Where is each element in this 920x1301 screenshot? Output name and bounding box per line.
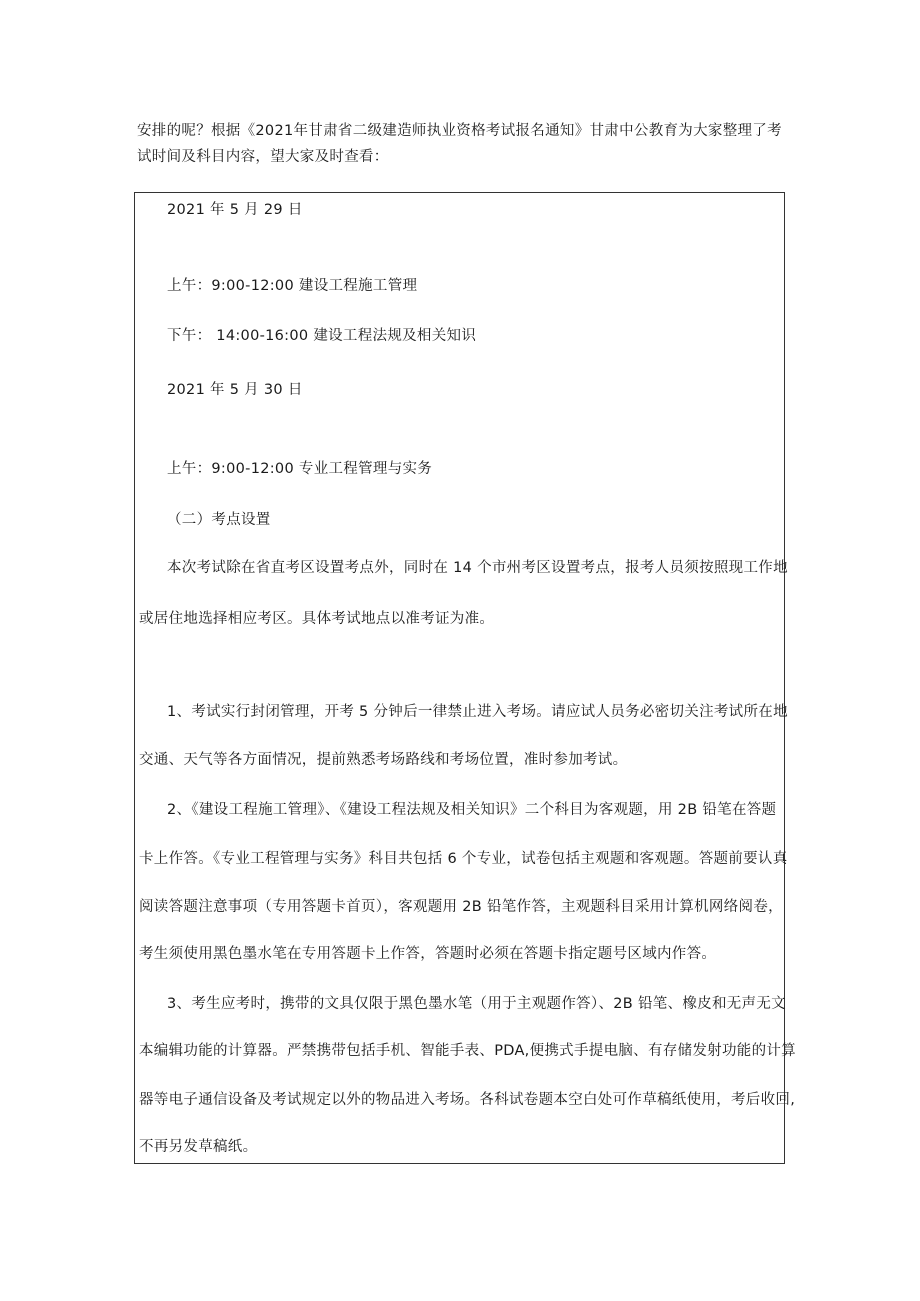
exam-sites-paragraph-line1: 本次考试除在省直考区设置考点外，同时在 14 个市州考区设置考点，报考人员须按照现工作地 — [167, 560, 788, 576]
day1-afternoon-session: 下午： 14:00-16:00 建设工程法规及相关知识 — [167, 328, 477, 344]
section-heading-exam-sites: （二）考点设置 — [167, 512, 271, 528]
note2-line4: 考生须使用黑色墨水笔在专用答题卡上作答，答题时必须在答题卡指定题号区域内作答。 — [139, 946, 717, 962]
day1-date: 2021 年 5 月 29 日 — [167, 202, 303, 218]
day2-morning-session: 上午：9:00-12:00 专业工程管理与实务 — [167, 461, 433, 477]
note3-line4: 不再另发草稿纸。 — [139, 1139, 258, 1155]
note3-line2: 本编辑功能的计算器。严禁携带包括手机、智能手表、PDA,便携式手提电脑、有存储发射功能的计算 — [139, 1043, 796, 1059]
day1-morning-session: 上午：9:00-12:00 建设工程施工管理 — [167, 278, 418, 294]
note3-line3: 器等电子通信设备及考试规定以外的物品进入考场。各科试卷题本空白处可作草稿纸使用，考后收回, — [139, 1092, 796, 1108]
content-box — [134, 192, 796, 1164]
note1-line1: 1、考试实行封闭管理，开考 5 分钟后一律禁止进入考场。请应试人员务必密切关注考试所在地 — [167, 704, 788, 720]
note2-line2: 卡上作答。《专业工程管理与实务》科目共包括 6 个专业，试卷包括主观题和客观题。答题前要认真 — [139, 851, 788, 867]
note2-line3: 阅读答题注意事项（专用答题卡首页），客观题用 2B 铅笔作答，主观题科目采用计算机网络阅卷， — [139, 899, 783, 915]
day2-date: 2021 年 5 月 30 日 — [167, 382, 303, 398]
exam-sites-paragraph-line2: 或居住地选择相应考区。具体考试地点以准考证为准。 — [139, 611, 495, 627]
note3-line1: 3、考生应考时，携带的文具仅限于黑色墨水笔（用于主观题作答）、2B 铅笔、橡皮和无声无文 — [167, 996, 786, 1012]
intro-paragraph: 安排的呢？根据《2021年甘肃省二级建造师执业资格考试报名通知》甘肃中公教育为大家整理了考试时间及科目内容，望大家及时查看： — [137, 123, 782, 165]
note1-line2: 交通、天气等各方面情况，提前熟悉考场路线和考场位置，准时参加考试。 — [139, 752, 628, 768]
note2-line1: 2、《建设工程施工管理》、《建设工程法规及相关知识》二个科目为客观题，用 2B 铅笔在答题 — [167, 802, 777, 818]
